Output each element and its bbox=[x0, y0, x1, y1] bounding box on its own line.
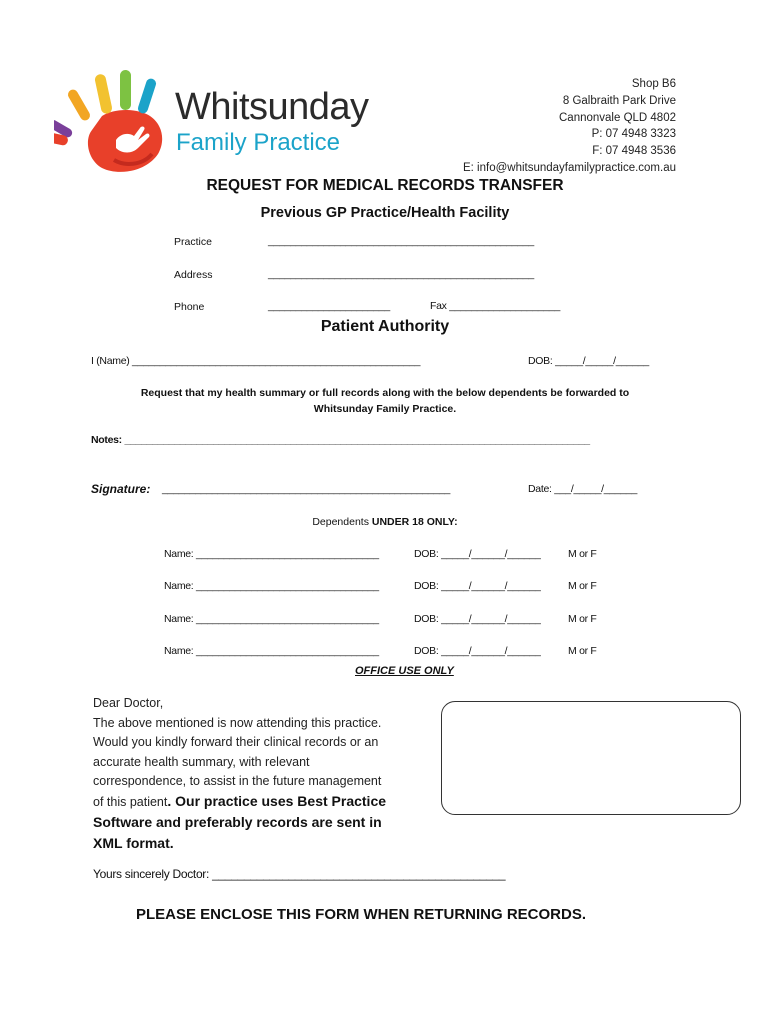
dependent-dob-field[interactable]: DOB: _____/______/______ bbox=[414, 613, 541, 625]
dependent-dob-field[interactable]: DOB: _____/______/______ bbox=[414, 645, 541, 657]
patient-dob-field[interactable]: DOB: _____/_____/______ bbox=[528, 355, 649, 367]
address-line-3: Cannonvale QLD 4802 bbox=[559, 111, 676, 124]
address-field[interactable]: ________________________________________________ bbox=[268, 268, 534, 280]
signature-field[interactable]: ____________________________________________________ bbox=[162, 483, 451, 495]
fax-number: F: 07 4948 3536 bbox=[592, 145, 676, 158]
notes-field[interactable]: Notes: ____________________________________________________________________________________ bbox=[91, 434, 590, 446]
patient-name-field[interactable]: I (Name) ____________________________________________________ bbox=[91, 355, 421, 367]
phone-number: P: 07 4948 3323 bbox=[591, 128, 676, 141]
practice-label: Practice bbox=[174, 236, 212, 248]
letter-greeting: Dear Doctor, bbox=[93, 696, 164, 710]
letter-line-bold: Software and preferably records are sent in bbox=[93, 814, 382, 830]
dependent-sex-field[interactable]: M or F bbox=[568, 580, 597, 592]
phone-field[interactable]: ______________________ bbox=[268, 300, 390, 312]
dependents-prefix: Dependents bbox=[312, 516, 372, 528]
address-line-2: 8 Galbraith Park Drive bbox=[562, 94, 676, 107]
logo-subtitle: Family Practice bbox=[176, 129, 341, 156]
letter-line: The above mentioned is now attending this practice. bbox=[93, 715, 382, 730]
contact-block bbox=[463, 76, 676, 177]
previous-gp-heading: Previous GP Practice/Health Facility bbox=[260, 205, 510, 221]
letter-line: correspondence, to assist in the future management bbox=[93, 774, 382, 788]
request-text-line-2: Whitsunday Family Practice. bbox=[313, 403, 457, 415]
logo-title: Whitsunday bbox=[175, 86, 369, 128]
dependent-name-field[interactable]: Name: _________________________________ bbox=[164, 645, 379, 657]
letter-line-bold: XML format. bbox=[93, 835, 174, 851]
practice-field[interactable]: ________________________________________________ bbox=[268, 235, 534, 247]
doctor-letter bbox=[93, 694, 438, 854]
letter-line-normal: of this patient bbox=[93, 794, 168, 809]
office-use-box[interactable] bbox=[441, 701, 741, 815]
dependent-dob-field[interactable]: DOB: _____/______/______ bbox=[414, 580, 541, 592]
office-use-heading: OFFICE USE ONLY bbox=[355, 665, 454, 677]
signature-label: Signature: bbox=[91, 482, 151, 496]
address-line-1: Shop B6 bbox=[631, 78, 676, 90]
fax-field[interactable]: Fax ____________________ bbox=[430, 300, 561, 312]
letter-line: accurate health summary, with relevant bbox=[93, 754, 310, 769]
dependent-sex-field[interactable]: M or F bbox=[568, 613, 597, 625]
patient-authority-heading: Patient Authority bbox=[320, 318, 450, 335]
dependent-name-field[interactable]: Name: _________________________________ bbox=[164, 580, 379, 592]
footer-instruction: PLEASE ENCLOSE THIS FORM WHEN RETURNING RECORDS. bbox=[135, 906, 587, 923]
email-address: E: info@whitsundayfamilypractice.com.au bbox=[462, 161, 676, 174]
letter-line bbox=[93, 792, 438, 813]
dependent-sex-field[interactable]: M or F bbox=[568, 548, 597, 560]
dependent-name-field[interactable]: Name: _________________________________ bbox=[164, 548, 379, 560]
phone-label: Phone bbox=[174, 301, 205, 313]
request-text-line-1: Request that my health summary or full records along with the below dependents be forwarded to bbox=[140, 387, 630, 399]
signature-date-field[interactable]: Date: ___/_____/______ bbox=[528, 483, 638, 495]
doctor-signature-field[interactable]: Yours sincerely Doctor: ______________________________________________ bbox=[93, 867, 506, 881]
letter-line: Would you kindly forward their clinical records or an bbox=[93, 735, 379, 749]
dependents-bold: UNDER 18 ONLY: bbox=[371, 516, 458, 528]
form-title: REQUEST FOR MEDICAL RECORDS TRANSFER bbox=[206, 177, 564, 194]
dependent-sex-field[interactable]: M or F bbox=[568, 645, 597, 657]
dependents-heading bbox=[0, 516, 770, 528]
dependent-name-field[interactable]: Name: _________________________________ bbox=[164, 613, 379, 625]
dependent-dob-field[interactable]: DOB: _____/______/______ bbox=[414, 548, 541, 560]
address-label: Address bbox=[174, 269, 213, 281]
letter-line-bold: . Our practice uses Best Practice bbox=[167, 792, 387, 809]
